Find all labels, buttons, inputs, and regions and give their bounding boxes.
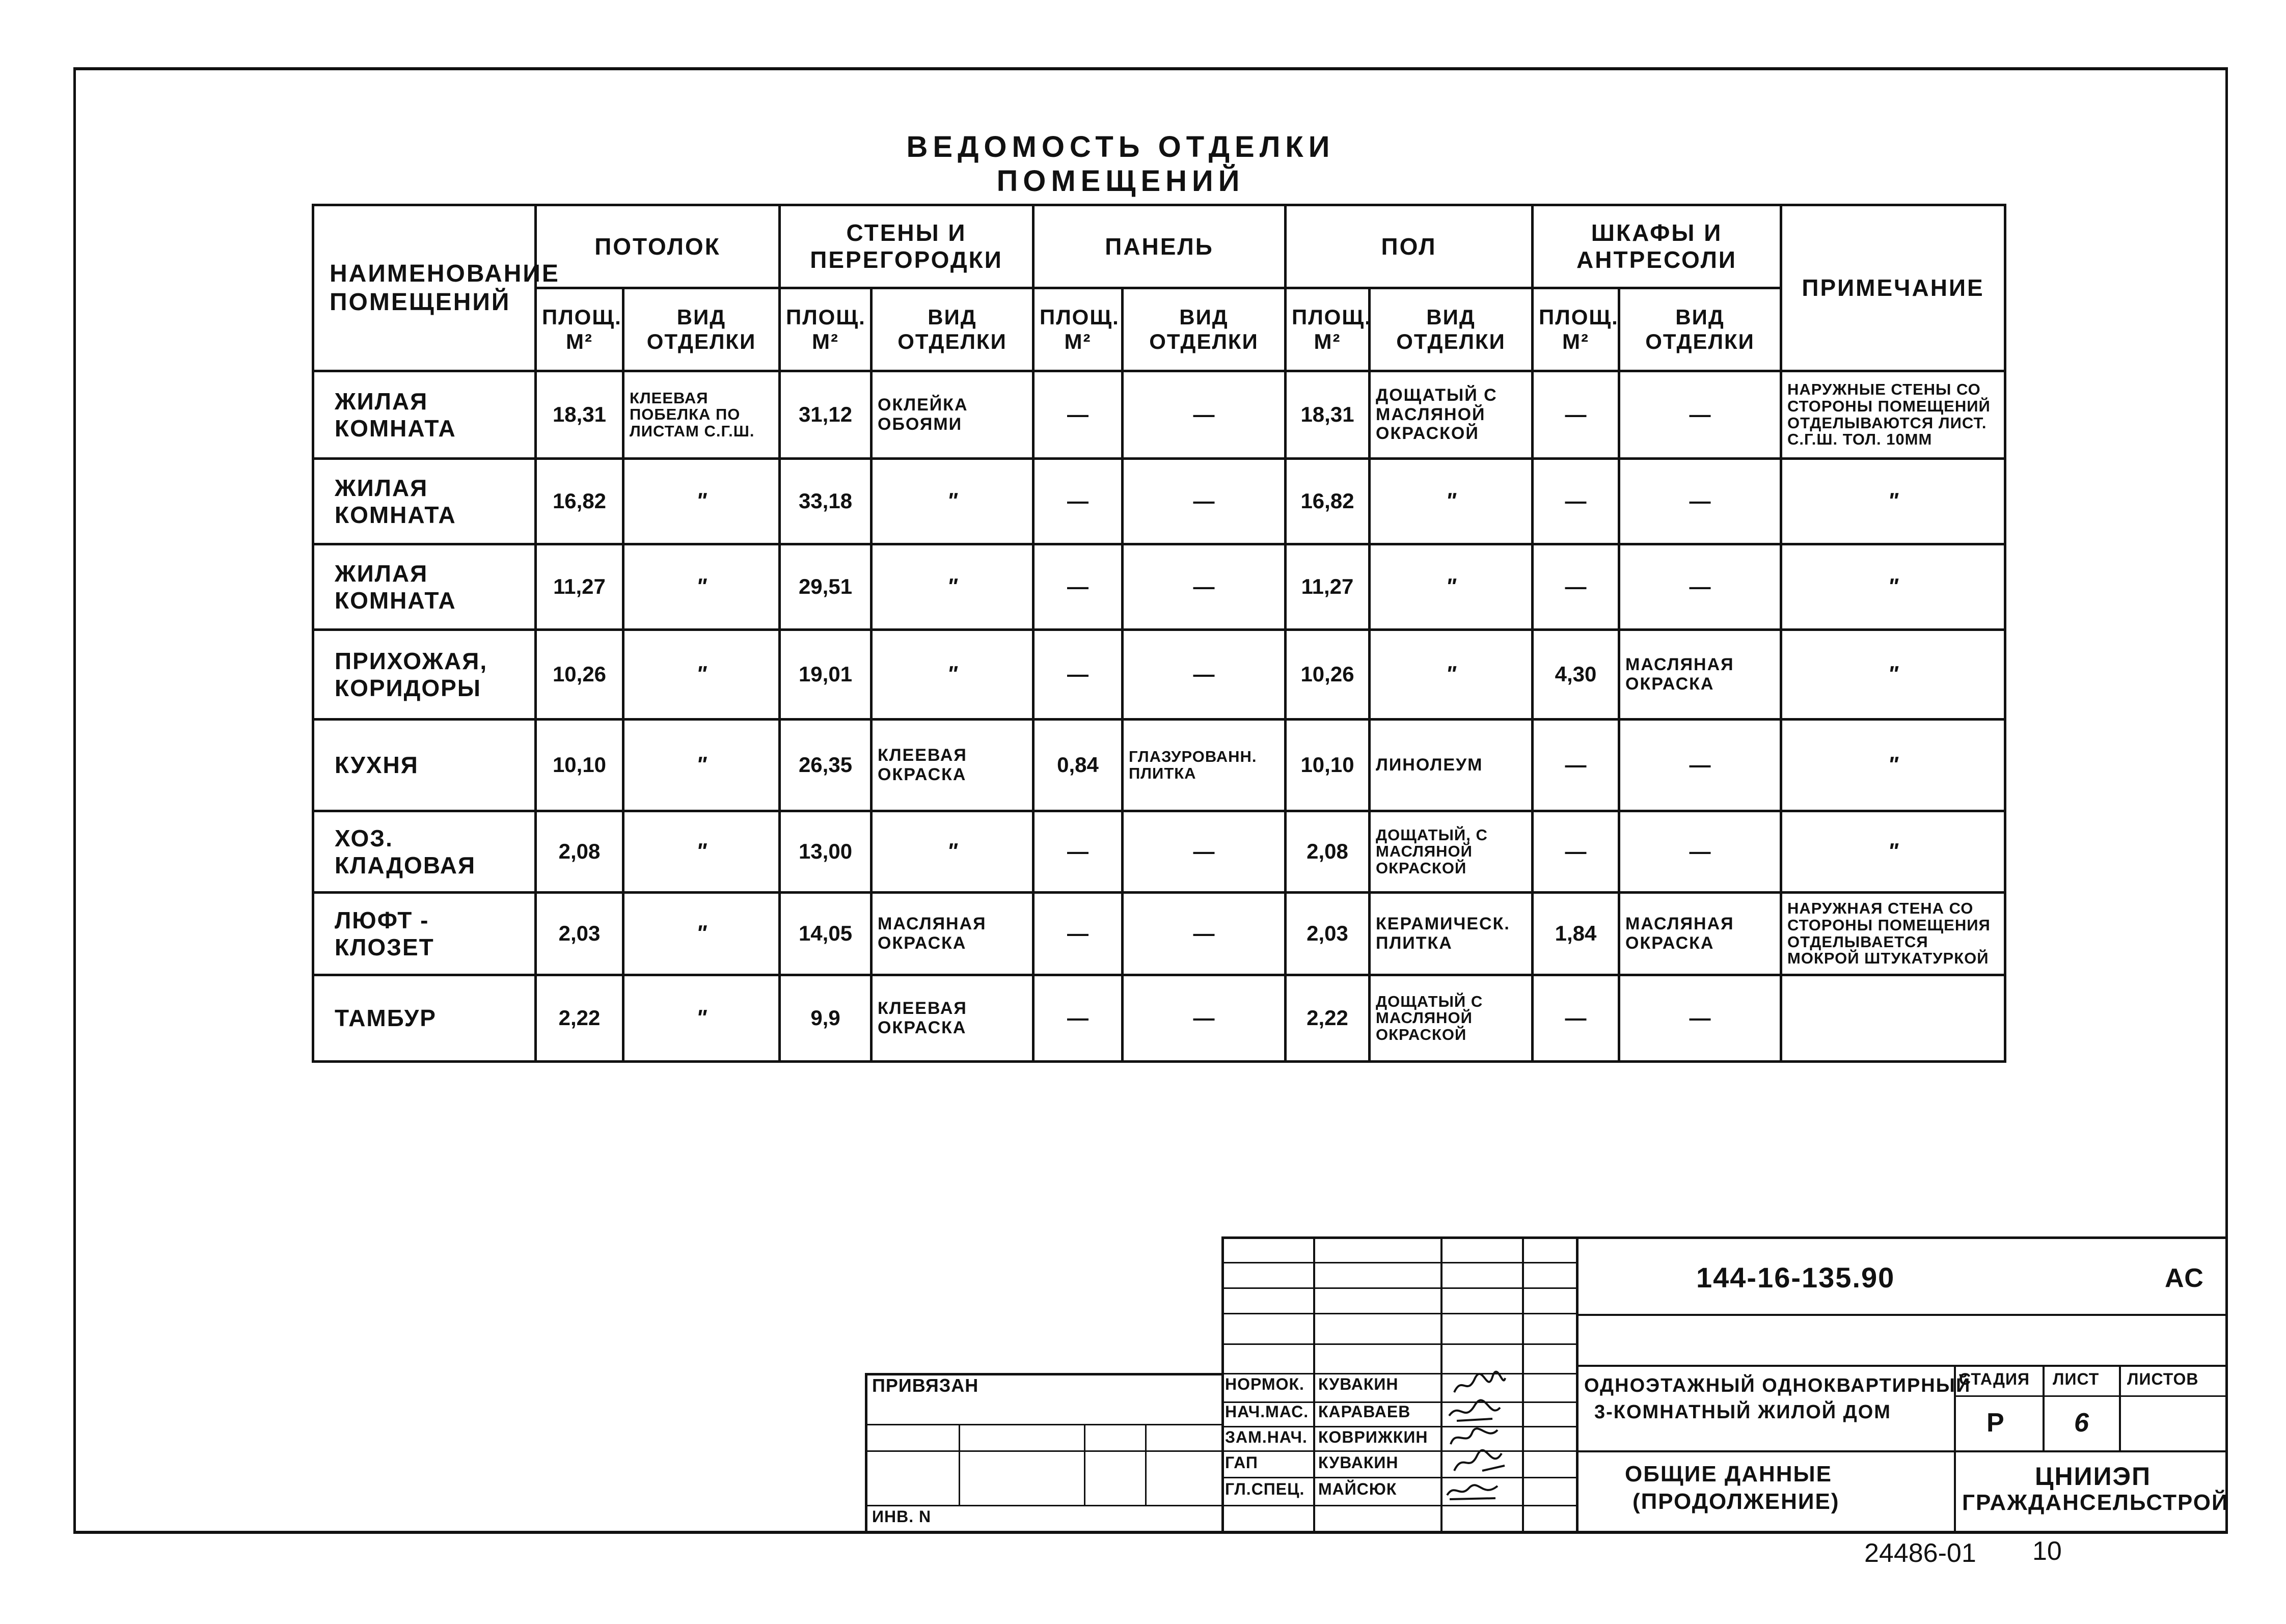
ceiling-kind: КЛЕЕВАЯ ПОБЕЛКА ПО ЛИСТАМ С.Г.Ш. — [623, 371, 780, 459]
header-ceiling: ПОТОЛОК — [536, 205, 780, 288]
header-floor: ПОЛ — [1286, 205, 1533, 288]
floor-area: 2,22 — [1286, 975, 1370, 1062]
floor-area: 18,31 — [1286, 371, 1370, 459]
header-walls-kind: ВИД ОТДЕЛКИ — [872, 288, 1033, 371]
tied-label: ПРИВЯЗАН — [872, 1375, 979, 1396]
project-title-line1: ОДНОЭТАЖНЫЙ ОДНОКВАРТИРНЫЙ — [1584, 1375, 1971, 1396]
signature-mark — [1447, 1426, 1503, 1449]
signature-mark — [1452, 1373, 1508, 1396]
floor-area: 2,03 — [1286, 893, 1370, 975]
name-chief-specialist: МАЙСЮК — [1318, 1480, 1397, 1498]
ceiling-kind: " — [623, 459, 780, 544]
table-row — [313, 371, 2005, 459]
room-name: ЖИЛАЯ КОМНАТА — [313, 544, 536, 630]
walls-kind: МАСЛЯНАЯ ОКРАСКА — [872, 893, 1033, 975]
floor-kind: " — [1370, 544, 1533, 630]
ceiling-kind: " — [623, 975, 780, 1062]
name-chief-architect: КУВАКИН — [1318, 1453, 1399, 1472]
walls-kind: " — [872, 811, 1033, 893]
walls-area: 14,05 — [780, 893, 872, 975]
walls-area: 19,01 — [780, 630, 872, 720]
panel-kind: — — [1123, 975, 1286, 1062]
floor-kind: " — [1370, 459, 1533, 544]
project-title-line2: 3-КОМНАТНЫЙ ЖИЛОЙ ДОМ — [1594, 1401, 1891, 1423]
cabinets-kind: — — [1619, 544, 1781, 630]
document-code: 144-16-135.90 — [1696, 1261, 1895, 1293]
floor-area: 11,27 — [1286, 544, 1370, 630]
panel-kind: — — [1123, 893, 1286, 975]
section-title-line2: (ПРОДОЛЖЕНИЕ) — [1632, 1489, 1840, 1514]
walls-kind: " — [872, 544, 1033, 630]
table-row — [313, 893, 2005, 975]
organization-line2: ГРАЖДАНСЕЛЬСТРОЙ — [1962, 1490, 2229, 1515]
signature-mark — [1445, 1478, 1501, 1501]
floor-kind: КЕРАМИЧЕСК. ПЛИТКА — [1370, 893, 1533, 975]
ceiling-area: 2,08 — [536, 811, 623, 893]
cabinets-kind: МАСЛЯНАЯ ОКРАСКА — [1619, 630, 1781, 720]
name-head-workshop: КАРАВАЕВ — [1318, 1402, 1411, 1421]
panel-kind: ГЛАЗУРОВАНН. ПЛИТКА — [1123, 720, 1286, 811]
note: " — [1781, 459, 2005, 544]
note: " — [1781, 720, 2005, 811]
cabinets-area: — — [1533, 811, 1619, 893]
walls-kind: ОКЛЕЙКА ОБОЯМИ — [872, 371, 1033, 459]
ceiling-area: 18,31 — [536, 371, 623, 459]
floor-area: 2,08 — [1286, 811, 1370, 893]
walls-kind: КЛЕЕВАЯ ОКРАСКА — [872, 720, 1033, 811]
walls-area: 31,12 — [780, 371, 872, 459]
header-walls-area: ПЛОЩ. М² — [780, 288, 872, 371]
walls-area: 26,35 — [780, 720, 872, 811]
room-name: КУХНЯ — [313, 720, 536, 811]
header-floor-kind: ВИД ОТДЕЛКИ — [1370, 288, 1533, 371]
ceiling-area: 11,27 — [536, 544, 623, 630]
cabinets-kind: — — [1619, 720, 1781, 811]
page-title: ВЕДОМОСТЬ ОТДЕЛКИ ПОМЕЩЕНИЙ — [906, 130, 1335, 198]
cabinets-area: — — [1533, 720, 1619, 811]
ceiling-kind: " — [623, 544, 780, 630]
table-row — [313, 975, 2005, 1062]
cabinets-area: — — [1533, 371, 1619, 459]
floor-kind: ДОЩАТЫЙ С МАСЛЯНОЙ ОКРАСКОЙ — [1370, 975, 1533, 1062]
panel-kind: — — [1123, 371, 1286, 459]
room-name: ЖИЛАЯ КОМНАТА — [313, 371, 536, 459]
walls-area: 29,51 — [780, 544, 872, 630]
floor-kind: ДОЩАТЫЙ С МАСЛЯНОЙ ОКРАСКОЙ — [1370, 371, 1533, 459]
ceiling-kind: " — [623, 720, 780, 811]
header-panel-kind: ВИД ОТДЕЛКИ — [1123, 288, 1286, 371]
cabinets-area: 4,30 — [1533, 630, 1619, 720]
signature-mark — [1447, 1400, 1503, 1424]
name-deputy-head: КОВРИЖКИН — [1318, 1428, 1428, 1446]
walls-area: 33,18 — [780, 459, 872, 544]
note: НАРУЖНАЯ СТЕНА СО СТОРОНЫ ПОМЕЩЕНИЯ ОТДЕЛЫВАЕТСЯ МОКРОЙ ШТУКАТУРКОЙ — [1781, 893, 2005, 975]
panel-area: — — [1033, 811, 1123, 893]
ceiling-area: 16,82 — [536, 459, 623, 544]
room-name: ЖИЛАЯ КОМНАТА — [313, 459, 536, 544]
signature-mark — [1452, 1450, 1508, 1474]
finishing-schedule-table — [312, 204, 2006, 1063]
header-note: ПРИМЕЧАНИЕ — [1781, 205, 2005, 371]
table-row — [313, 811, 2005, 893]
floor-kind: " — [1370, 630, 1533, 720]
room-name: ЛЮФТ - КЛОЗЕТ — [313, 893, 536, 975]
floor-kind: ДОЩАТЫЙ, С МАСЛЯНОЙ ОКРАСКОЙ — [1370, 811, 1533, 893]
note: " — [1781, 544, 2005, 630]
role-deputy-head: ЗАМ.НАЧ. — [1225, 1428, 1308, 1446]
stage-label: СТАДИЯ — [1959, 1370, 2030, 1388]
ceiling-area: 10,26 — [536, 630, 623, 720]
ceiling-kind: " — [623, 811, 780, 893]
header-name: НАИМЕНОВАНИЕ ПОМЕЩЕНИЙ — [313, 205, 536, 371]
table-row — [313, 720, 2005, 811]
floor-area: 10,10 — [1286, 720, 1370, 811]
panel-area: 0,84 — [1033, 720, 1123, 811]
ceiling-area: 10,10 — [536, 720, 623, 811]
ceiling-area: 2,22 — [536, 975, 623, 1062]
role-head-workshop: НАЧ.МАС. — [1225, 1402, 1309, 1421]
header-floor-area: ПЛОЩ. М² — [1286, 288, 1370, 371]
header-cabinets: ШКАФЫ И АНТРЕСОЛИ — [1533, 205, 1781, 288]
table-row — [313, 630, 2005, 720]
header-ceiling-kind: ВИД ОТДЕЛКИ — [623, 288, 780, 371]
floor-area: 16,82 — [1286, 459, 1370, 544]
table-row — [313, 544, 2005, 630]
note — [1781, 975, 2005, 1062]
walls-area: 9,9 — [780, 975, 872, 1062]
cabinets-kind: — — [1619, 371, 1781, 459]
sheet-label: ЛИСТ — [2053, 1370, 2100, 1388]
cabinets-area: 1,84 — [1533, 893, 1619, 975]
panel-area: — — [1033, 893, 1123, 975]
organization-line1: ЦНИИЭП — [2035, 1462, 2152, 1491]
cabinets-kind: — — [1619, 975, 1781, 1062]
name-normcontrol: КУВАКИН — [1318, 1375, 1399, 1393]
cabinets-area: — — [1533, 544, 1619, 630]
walls-area: 13,00 — [780, 811, 872, 893]
panel-kind: — — [1123, 811, 1286, 893]
panel-area: — — [1033, 371, 1123, 459]
footer-doc-number: 24486-01 — [1864, 1538, 1976, 1568]
note: " — [1781, 811, 2005, 893]
header-cabinets-area: ПЛОЩ. М² — [1533, 288, 1619, 371]
panel-area: — — [1033, 975, 1123, 1062]
table-row — [313, 459, 2005, 544]
panel-area: — — [1033, 459, 1123, 544]
sheets-label: ЛИСТОВ — [2127, 1370, 2199, 1388]
sheet-value: 6 — [2074, 1408, 2090, 1438]
note: НАРУЖНЫЕ СТЕНЫ СО СТОРОНЫ ПОМЕЩЕНИЙ ОТДЕЛЫВАЮТСЯ ЛИСТ. С.Г.Ш. ТОЛ. 10ММ — [1781, 371, 2005, 459]
note: " — [1781, 630, 2005, 720]
cabinets-area: — — [1533, 975, 1619, 1062]
ceiling-kind: " — [623, 893, 780, 975]
room-name: ПРИХОЖАЯ, КОРИДОРЫ — [313, 630, 536, 720]
ceiling-area: 2,03 — [536, 893, 623, 975]
room-name: ТАМБУР — [313, 975, 536, 1062]
header-cabinets-kind: ВИД ОТДЕЛКИ — [1619, 288, 1781, 371]
role-chief-specialist: ГЛ.СПЕЦ. — [1225, 1480, 1305, 1498]
header-walls: СТЕНЫ И ПЕРЕГОРОДКИ — [780, 205, 1033, 288]
ceiling-kind: " — [623, 630, 780, 720]
floor-area: 10,26 — [1286, 630, 1370, 720]
panel-area: — — [1033, 544, 1123, 630]
header-panel: ПАНЕЛЬ — [1033, 205, 1286, 288]
panel-area: — — [1033, 630, 1123, 720]
header-panel-area: ПЛОЩ. М² — [1033, 288, 1123, 371]
walls-kind: " — [872, 459, 1033, 544]
section-title-line1: ОБЩИЕ ДАННЫЕ — [1625, 1462, 1832, 1487]
inventory-label: ИНВ. N — [872, 1507, 932, 1526]
stage-value: Р — [1986, 1408, 2005, 1438]
cabinets-kind: — — [1619, 459, 1781, 544]
role-chief-architect: ГАП — [1225, 1453, 1258, 1472]
header-ceiling-area: ПЛОЩ. М² — [536, 288, 623, 371]
cabinets-area: — — [1533, 459, 1619, 544]
role-normcontrol: НОРМОК. — [1225, 1375, 1304, 1393]
cabinets-kind: МАСЛЯНАЯ ОКРАСКА — [1619, 893, 1781, 975]
cabinets-kind: — — [1619, 811, 1781, 893]
panel-kind: — — [1123, 544, 1286, 630]
floor-kind: ЛИНОЛЕУМ — [1370, 720, 1533, 811]
walls-kind: " — [872, 630, 1033, 720]
room-name: ХОЗ. КЛАДОВАЯ — [313, 811, 536, 893]
footer-page-number: 10 — [2032, 1536, 2062, 1566]
document-mark: АС — [2165, 1263, 2205, 1293]
panel-kind: — — [1123, 459, 1286, 544]
panel-kind: — — [1123, 630, 1286, 720]
walls-kind: КЛЕЕВАЯ ОКРАСКА — [872, 975, 1033, 1062]
